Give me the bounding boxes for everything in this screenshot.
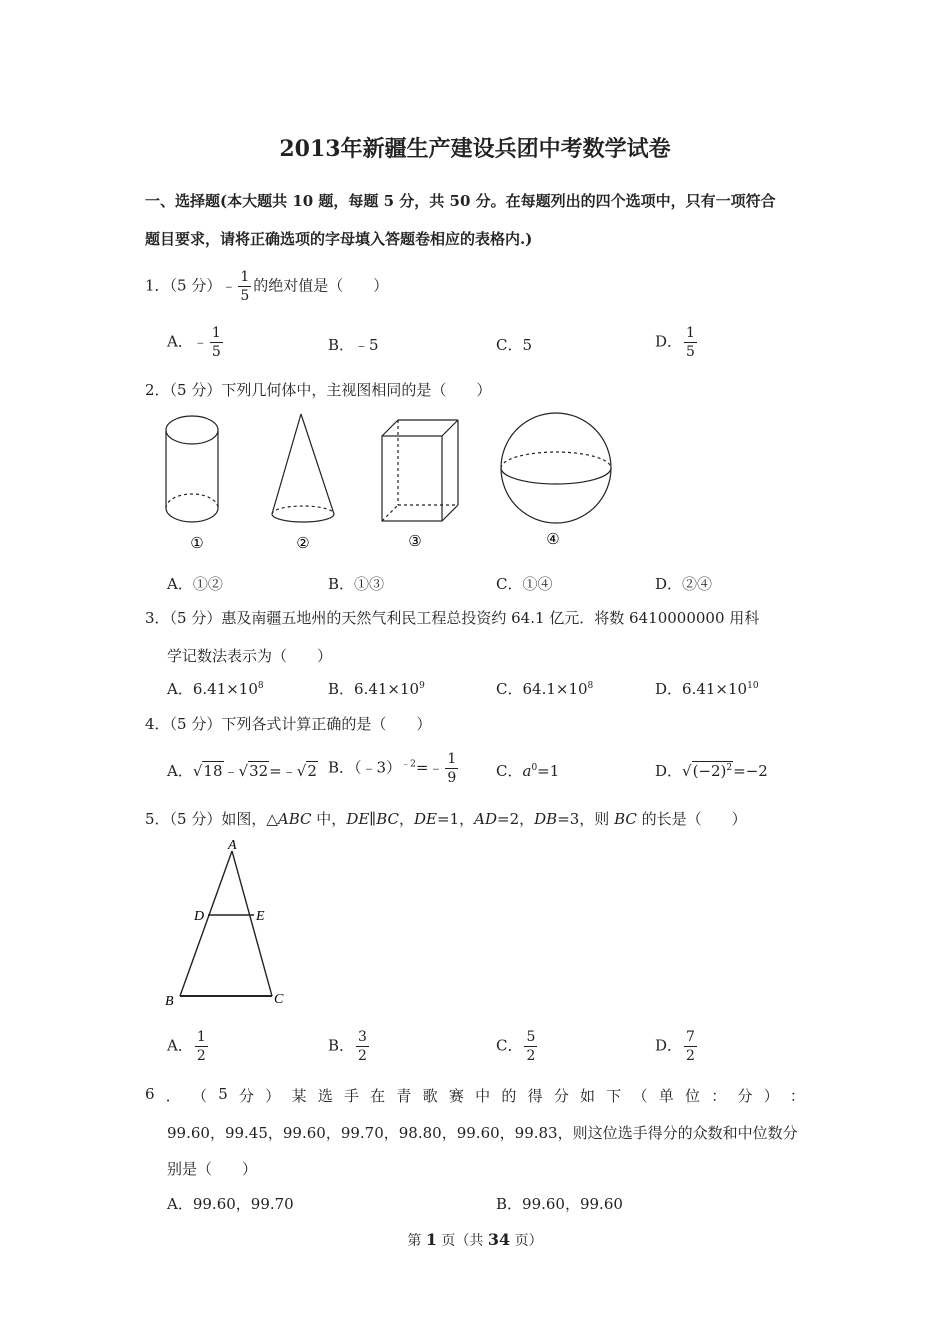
q1-option-d-frac	[684, 326, 697, 359]
q1-option-c-text: 5	[522, 336, 533, 354]
q1-option-d	[655, 326, 699, 359]
q2-option-c	[496, 573, 553, 594]
q6-char: （	[632, 1087, 648, 1105]
q5-option-a	[167, 1030, 210, 1063]
q6-char: ．	[165, 1087, 181, 1105]
q1-option-d-den: 5	[686, 344, 695, 360]
q5-option-d	[655, 1030, 699, 1063]
point-d-label: D	[194, 909, 205, 924]
q4-option-a-rad1: 18	[203, 762, 223, 780]
q5-eq2: =2，	[497, 810, 535, 828]
q1-option-a	[167, 326, 225, 359]
q5-option-c	[496, 1030, 539, 1063]
q6-char: 5	[218, 1085, 228, 1103]
q2-option-b	[328, 573, 384, 594]
q6-char: 手	[343, 1087, 359, 1105]
q6-char: 6	[145, 1085, 155, 1103]
q3-option-c	[496, 678, 593, 699]
footer-page-number: 1	[425, 1230, 437, 1249]
q1-option-b	[328, 334, 379, 355]
point-e-label: E	[256, 909, 265, 924]
q1-option-a-label: A．	[167, 332, 193, 351]
q4-option-b-label: B．	[328, 758, 355, 777]
q4-option-a-sqrt2: √32	[238, 762, 269, 780]
q5-option-b-den: 2	[358, 1048, 367, 1064]
footer-pre: 第	[407, 1233, 426, 1249]
q6-char: 的	[501, 1087, 517, 1105]
figure-label-2: ②	[296, 534, 310, 552]
q1-option-d-label: D．	[655, 332, 683, 351]
q4-option-a-eq: =﹣	[269, 762, 297, 780]
q6-char: 分	[737, 1087, 753, 1105]
q4-option-a-sqrt3: √2	[296, 762, 317, 780]
q3-option-b-base: 6.41×10	[354, 680, 420, 698]
q5-suffix: 的长是（ ）	[636, 810, 747, 828]
q6-option-a	[167, 1193, 294, 1214]
q6-char: 选	[317, 1087, 333, 1105]
q5-option-d-frac	[684, 1030, 697, 1063]
q2-option-a	[167, 573, 223, 594]
q5-option-a-num: 1	[196, 1029, 206, 1045]
point-c-label: C	[274, 992, 284, 1007]
q5-bc2: BC	[614, 810, 637, 828]
figure-label-3: ③	[408, 532, 422, 550]
q4-option-c-exp: 0	[531, 763, 538, 773]
q6-char: 得	[527, 1087, 543, 1105]
q5-option-b-label: B．	[328, 1036, 355, 1055]
q1-option-d-num: 1	[686, 325, 695, 341]
q2-option-a-label: A．	[167, 575, 193, 593]
q5-option-a-label: A．	[167, 1036, 193, 1055]
q6-char: 分	[553, 1087, 569, 1105]
q1-neg: ﹣	[221, 276, 237, 295]
q5-prefix: 5．（5 分）如图，△	[145, 810, 278, 828]
q4-option-d-sqrt: $√(-2)^2$	[682, 762, 733, 780]
q4-option-b-den: 9	[447, 770, 457, 786]
q4-option-c-var: a	[522, 762, 532, 780]
q5-option-b	[328, 1030, 371, 1063]
section-heading-line2: 题目要求，请将正确选项的字母填入答题卷相应的表格内.)	[145, 230, 533, 248]
cylinder-figure	[166, 416, 218, 522]
q1-option-b-label: B．	[328, 336, 355, 354]
q4-option-d	[655, 760, 768, 781]
q3-option-a-label: A．	[167, 680, 193, 698]
q4-option-b-frac	[445, 752, 458, 785]
q3-option-d	[655, 678, 759, 699]
q4-option-c-eq: =1	[537, 762, 560, 780]
q4-option-a-minus: ﹣	[223, 762, 239, 780]
q1-prefix: 1．（5 分）	[145, 276, 222, 295]
q6-char: 单	[658, 1087, 674, 1105]
q6-char: 在	[370, 1087, 386, 1105]
side-ac	[232, 851, 272, 996]
q4-option-a	[167, 760, 318, 781]
q5-de: DE	[346, 810, 370, 828]
q3-option-b-label: B．	[328, 680, 355, 698]
q2-option-b-label: B．	[328, 575, 355, 593]
q5-abc: ABC	[277, 810, 312, 828]
figure-label-1: ①	[190, 534, 204, 552]
q1-fraction	[238, 270, 251, 303]
q5-comma: ，	[399, 810, 415, 828]
q2-option-c-label: C．	[496, 575, 523, 593]
q1-option-a-frac	[210, 326, 223, 359]
q5-triangle-figure	[160, 835, 320, 1015]
q3-option-a-base: 6.41×10	[192, 680, 258, 698]
q6-option-b	[496, 1193, 623, 1214]
q4-option-b	[328, 752, 460, 785]
question-3-line2: 学记数法表示为（ ）	[167, 647, 333, 665]
q6-char: 歌	[422, 1087, 438, 1105]
figure-label-4: ④	[546, 530, 560, 548]
question-6-line1	[145, 1085, 805, 1106]
q5-eq3: =3，则	[557, 810, 615, 828]
page-footer	[0, 1230, 950, 1250]
q3-option-d-exp: 10	[747, 681, 759, 691]
q5-bc: BC	[376, 810, 400, 828]
q4-option-b-exp: ﹣2	[401, 759, 416, 770]
q6-char: ）	[265, 1087, 281, 1105]
q2-option-b-text: ①③	[354, 575, 385, 593]
footer-post: 页）	[510, 1233, 543, 1249]
q5-zhong: 中，	[311, 810, 347, 828]
q4-option-d-label: D．	[655, 762, 683, 780]
q5-option-d-label: D．	[655, 1036, 683, 1055]
q5-ad: AD	[474, 810, 497, 828]
q3-option-d-base: 6.41×10	[682, 680, 748, 698]
q4-option-d-rad: (−2)	[692, 762, 727, 780]
q6-char: 赛	[448, 1087, 464, 1105]
question-2: 2．（5 分）下列几何体中，主视图相同的是（ ）	[145, 381, 492, 399]
q6-option-a-label: A．	[167, 1195, 193, 1213]
q4-option-d-eq: =−2	[733, 762, 768, 780]
q6-option-a-text: 99.60，99.70	[192, 1195, 294, 1213]
q1-frac-den: 5	[240, 288, 250, 304]
q1-option-c-label: C．	[496, 336, 523, 354]
q6-char: ：	[711, 1087, 727, 1105]
q6-char: （	[192, 1087, 208, 1105]
cone-figure	[272, 414, 334, 522]
q4-option-c	[496, 760, 559, 781]
q1-option-a-den: 5	[211, 344, 221, 360]
q1-option-a-num: 1	[211, 325, 221, 341]
q6-char: 中	[475, 1087, 491, 1105]
question-6-line2: 99.60，99.45，99.60，99.70，98.80，99.60，99.83，则这位选手得分的众数和中位数分	[167, 1124, 798, 1142]
q4-option-a-rad3: 2	[307, 762, 317, 780]
q6-char: ：	[789, 1087, 805, 1105]
q4-option-b-num: 1	[447, 751, 457, 767]
q2-figures	[150, 408, 770, 558]
q5-de2: DE	[414, 810, 438, 828]
question-5	[145, 808, 747, 829]
q6-option-b-label: B．	[496, 1195, 523, 1213]
point-a-label: A	[228, 838, 237, 853]
q4-option-b-text: （﹣3）	[354, 758, 402, 777]
q6-char: 分	[239, 1087, 255, 1105]
q1-frac-num: 1	[240, 269, 250, 285]
q5-option-a-frac	[195, 1030, 208, 1063]
q4-option-a-sqrt1: √18	[192, 762, 223, 780]
q4-option-d-radicand	[692, 761, 734, 780]
q5-option-d-num: 7	[686, 1029, 695, 1045]
q5-option-a-den: 2	[196, 1048, 206, 1064]
footer-mid: 页（共	[436, 1233, 488, 1249]
question-1	[145, 270, 388, 303]
q6-char: ）	[763, 1087, 779, 1105]
q6-char: 下	[606, 1087, 622, 1105]
q4-option-c-label: C．	[496, 762, 523, 780]
question-3-line1: 3．（5 分）惠及南疆五地州的天然气利民工程总投资约 64.1 亿元．将数 6410000000 用科	[145, 609, 760, 627]
question-4: 4．（5 分）下列各式计算正确的是（ ）	[145, 715, 432, 733]
q5-eq1: =1，	[437, 810, 475, 828]
q3-option-b-exp: 9	[419, 681, 425, 691]
q2-option-c-text: ①④	[522, 575, 553, 593]
q1-option-a-neg: ﹣	[192, 332, 208, 351]
q2-option-d-text: ②④	[682, 575, 713, 593]
footer-total-pages: 34	[487, 1230, 511, 1249]
q5-option-c-num: 5	[526, 1029, 536, 1045]
q1-suffix: 的绝对值是（ ）	[253, 276, 389, 295]
q6-char: 位	[684, 1087, 700, 1105]
question-6-line3: 别是（ ）	[167, 1160, 258, 1178]
q5-parallel: ∥	[369, 810, 377, 828]
q3-option-c-base: 64.1×10	[522, 680, 588, 698]
cuboid-figure	[382, 420, 458, 521]
q5-db: DB	[534, 810, 558, 828]
q5-option-b-num: 3	[358, 1029, 367, 1045]
page-title: 2013年新疆生产建设兵团中考数学试卷	[279, 136, 671, 162]
q1-option-b-text: ﹣5	[354, 336, 379, 354]
point-b-label: B	[165, 994, 174, 1009]
q6-option-b-text: 99.60，99.60	[522, 1195, 623, 1213]
q4-option-b-eq: =﹣	[415, 758, 444, 777]
side-ab	[180, 851, 232, 996]
q5-option-c-frac	[524, 1030, 537, 1063]
sphere-figure	[501, 413, 611, 523]
q4-option-a-label: A．	[167, 762, 193, 780]
q5-option-b-frac	[356, 1030, 369, 1063]
q3-option-c-label: C．	[496, 680, 523, 698]
q2-option-d-label: D．	[655, 575, 683, 593]
q1-option-c	[496, 334, 532, 355]
q6-char: 如	[580, 1087, 596, 1105]
section-heading-line1: 一、选择题(本大题共 10 题，每题 5 分，共 50 分。在每题列出的四个选项中，只有一项符合	[145, 192, 776, 210]
q3-option-a-exp: 8	[257, 681, 264, 691]
q3-option-c-exp: 8	[587, 681, 594, 691]
q5-option-c-den: 2	[526, 1048, 536, 1064]
q6-char: 青	[396, 1087, 412, 1105]
q5-option-d-den: 2	[686, 1048, 695, 1064]
q3-option-a	[167, 678, 264, 699]
q2-option-a-text: ①②	[192, 575, 223, 593]
q5-option-c-label: C．	[496, 1036, 523, 1055]
q3-option-d-label: D．	[655, 680, 683, 698]
q4-option-a-rad2: 32	[249, 762, 269, 780]
q3-option-b	[328, 678, 425, 699]
q6-char: 某	[291, 1087, 307, 1105]
q4-option-d-exp: 2	[726, 763, 733, 773]
q2-option-d	[655, 573, 712, 594]
